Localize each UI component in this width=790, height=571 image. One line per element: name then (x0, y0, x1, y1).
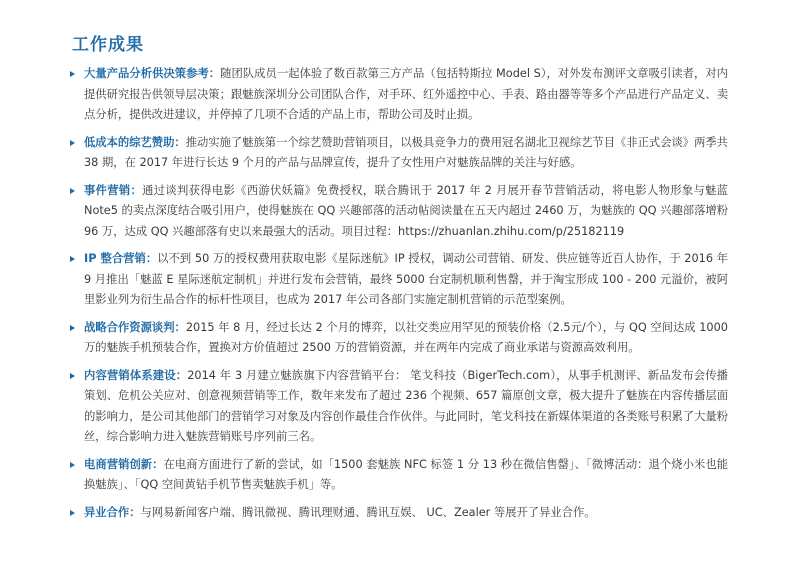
list-item (68, 181, 728, 243)
triangle-bullet-icon (70, 325, 75, 331)
achievement-list (68, 64, 728, 530)
item-title: 事件营销： (84, 183, 143, 197)
item-title: IP 整合营销： (84, 252, 158, 265)
item-body: 以不到 50 万的授权费用获取电影《星际迷航》IP 授权，调动公司营销、研发、供应链等近百人协作，于 2016 年 9 月推出「魅蓝 E 星际迷航定制机」并进行发布会营销，最终 5000 台定制机顺利售罄，并于淘宝形成 100 - 200 元溢价，被阿里影业列为衍生品合作的标杆性项目，也成为 2017 年公司各部门实施定制机营销的示范型案例。 (84, 252, 728, 306)
item-title: 低成本的综艺赞助： (84, 135, 186, 149)
item-body: 2015 年 8 月，经过长达 2 个月的博弈，以社交类应用罕见的预装价格（2.5元/个），与 QQ 空间达成 1000 万的魅族手机预装合作，置换对方价值超过 2500 万的营销资源，并在两年内完成了商业承诺与资源高效利用。 (84, 320, 728, 354)
triangle-bullet-icon (70, 140, 75, 146)
item-title: 异业合作： (84, 505, 141, 519)
triangle-bullet-icon (70, 510, 75, 516)
triangle-bullet-icon (70, 256, 75, 262)
list-item (68, 455, 728, 496)
item-body: 2014 年 3 月建立魅族旗下内容营销平台： 笔戈科技（BigerTech.com），从事手机测评、新品发布会传播策划、危机公关应对、创意视频营销等工作，数年来发布了超过 236 个视频、657 篇原创文章，极大提升了魅族在内容传播层面的影响力，是公司其他部门的营销学习对象及内容创作最佳合作伙伴。与此同时，笔戈科技在新媒体渠道的各类账号积累了大量粉丝，综合影响力进入魅族营销账号序列前三名。 (84, 368, 728, 443)
list-item (68, 318, 728, 359)
item-body: 在电商方面进行了新的尝试，如「1500 套魅族 NFC 标签 1 分 13 秒在微信售罄」、「微博活动：退个烧小米也能换魅族」、「QQ 空间黄钻手机节售卖魅族手机」等。 (84, 457, 728, 491)
list-item (68, 366, 728, 448)
list-item (68, 503, 728, 524)
item-body: 通过谈判获得电影《西游伏妖篇》免费授权，联合腾讯于 2017 年 2 月展开春节营销活动，将电影人物形象与魅蓝 Note5 的卖点深度结合吸引用户，使得魅族在 QQ 兴趣部落的活动帖阅读量在五天内超过 2460 万，为魅族的 QQ 兴趣部落增粉 96 万，达成 QQ 兴趣部落有史以来最强大的活动。项目过程：https://zhuanlan.zhihu.com/p/25182119 (84, 183, 728, 238)
item-body: 与网易新闻客户端、腾讯微视、腾讯理财通、腾讯互娱、 UC、Zealer 等展开了异业合作。 (140, 505, 596, 519)
triangle-bullet-icon (70, 462, 75, 468)
triangle-bullet-icon (70, 373, 75, 379)
item-body: 随团队成员一起体验了数百款第三方产品（包括特斯拉 Model S），对外发布测评文章吸引读者，对内提供研究报告供领导层决策；跟魅族深圳分公司团队合作，对手环、红外遥控中心、手表、路由器等等多个产品进行产品定义、卖点分析，提供改进建议，并停掉了几项不合适的产品上市，帮助公司及时止损。 (84, 67, 728, 121)
item-title: 内容营销体系建设： (84, 368, 188, 382)
triangle-bullet-icon (70, 71, 75, 77)
item-title: 战略合作资源谈判： (84, 320, 186, 334)
item-title: 电商营销创新： (84, 457, 164, 471)
item-title: 大量产品分析供决策参考： (84, 67, 221, 80)
list-item (68, 64, 728, 126)
section-title: 工作成果 (72, 35, 144, 55)
list-item (68, 133, 728, 174)
list-item (68, 249, 728, 311)
item-body: 推动实施了魅族第一个综艺赞助营销项目，以极具竞争力的费用冠名湖北卫视综艺节目《非正式会谈》两季共 38 期，在 2017 年进行长达 9 个月的产品与品牌宣传，提升了女性用户对魅族品牌的关注与好感。 (84, 135, 728, 169)
triangle-bullet-icon (70, 188, 75, 194)
